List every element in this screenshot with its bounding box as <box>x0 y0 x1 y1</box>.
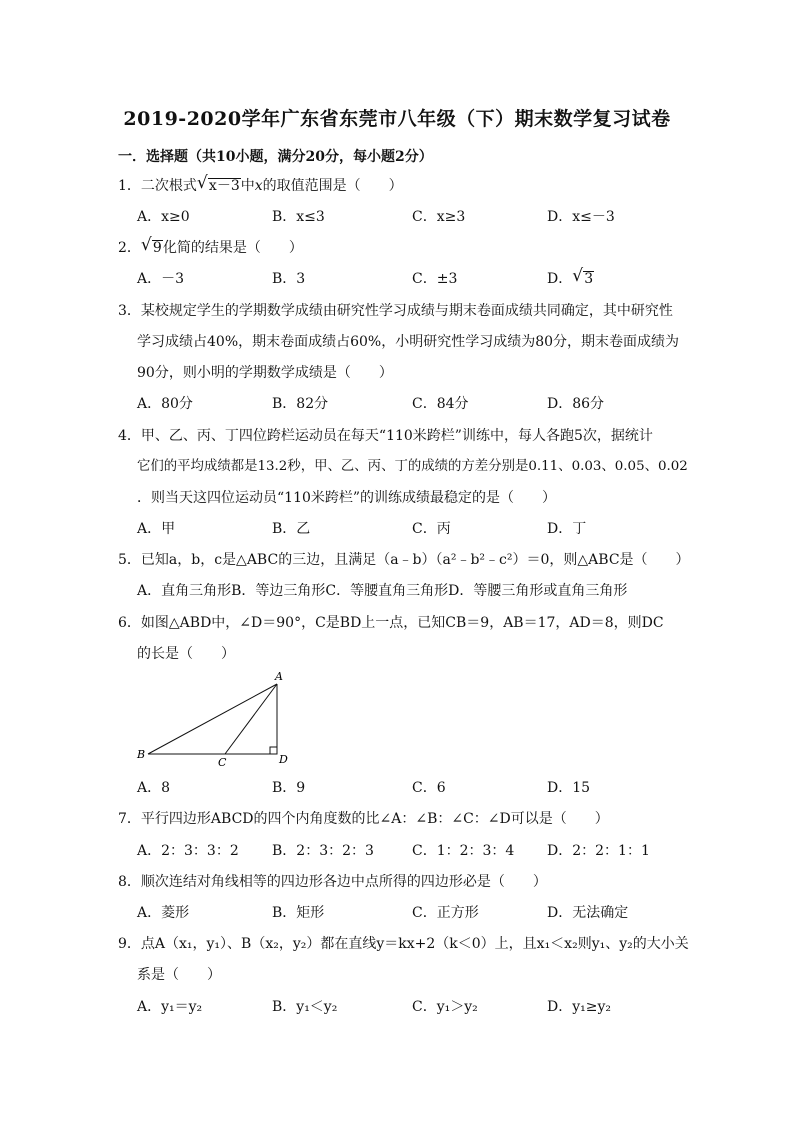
q3-option-a[interactable]: A．80分 <box>137 396 193 412</box>
question-4-line-3: ．则当天这四位运动员“110米跨栏”的训练成绩最稳定的是（ ） <box>137 490 557 506</box>
q2-option-c[interactable]: C．±3 <box>412 271 458 287</box>
q4-option-c[interactable]: C．丙 <box>412 521 451 537</box>
question-5: 5．已知a，b，c是△ABC的三边，且满足（a﹣b）（a²﹣b²﹣c²）＝0，则△ABC是（ ） <box>118 552 690 568</box>
q8-option-a[interactable]: A．菱形 <box>137 905 190 921</box>
question-3-line-1: 3．某校规定学生的学期数学成绩由研究性学习成绩与期末卷面成绩共同确定，其中研究性 <box>118 303 673 319</box>
q4-option-a[interactable]: A．甲 <box>137 521 176 537</box>
q5-option-a[interactable]: A．直角三角形 <box>137 583 232 599</box>
q1-radical <box>199 177 241 195</box>
q4-options <box>137 520 677 538</box>
q1-var: x <box>254 178 263 194</box>
q2-option-d-label: D． <box>547 271 573 287</box>
q3-options <box>137 395 677 413</box>
q1-option-c[interactable]: C．x≥3 <box>412 209 466 225</box>
q2-prefix: 2． <box>118 240 141 256</box>
question-6-line-2: 的长是（ ） <box>137 646 235 662</box>
q6-triangle-figure <box>130 668 300 772</box>
q4-option-d[interactable]: D．丁 <box>547 521 587 537</box>
q6-option-b[interactable]: B．9 <box>272 780 306 796</box>
question-6-line-1: 6．如图△ABD中，∠D＝90°，C是BD上一点，已知CB＝9，AB＝17，AD＝8，则DC <box>118 615 664 631</box>
q5-option-c[interactable]: C．等腰直角三角形 <box>325 583 449 599</box>
q4-option-b[interactable]: B．乙 <box>272 521 311 537</box>
q7-options <box>137 842 677 860</box>
q9-options <box>137 998 677 1016</box>
label-b: B <box>137 748 146 761</box>
q1-prefix: 1．二次根式 <box>118 178 197 194</box>
question-2 <box>118 239 303 257</box>
q8-option-d[interactable]: D．无法确定 <box>547 905 629 921</box>
q1-tail: 的取值范围是（ ） <box>262 178 403 194</box>
q3-option-c[interactable]: C．84分 <box>412 396 469 412</box>
q2-option-b[interactable]: B．3 <box>272 271 306 287</box>
q5-options <box>137 582 627 600</box>
q6-options <box>137 779 677 797</box>
question-9-line-2: 系是（ ） <box>137 967 221 983</box>
q6-option-a[interactable]: A．8 <box>137 780 171 796</box>
q2-option-d[interactable] <box>547 270 594 288</box>
q3-option-b[interactable]: B．82分 <box>272 396 329 412</box>
question-4-line-2: 它们的平均成绩都是13.2秒，甲、乙、丙、丁的成绩的方差分别是0.11、0.03、0.05、0.02 <box>137 459 688 474</box>
question-8: 8．顺次连结对角线相等的四边形各边中点所得的四边形必是（ ） <box>118 874 547 890</box>
q2-option-d-radicand: 3 <box>584 271 594 287</box>
q1-suffix: 中 <box>240 178 255 194</box>
q1-option-b[interactable]: B．x≤3 <box>272 209 325 225</box>
q5-option-b[interactable]: B．等边三角形 <box>231 583 326 599</box>
q7-option-b[interactable]: B．2：3：2：3 <box>272 843 374 859</box>
q7-option-d[interactable]: D．2：2：1：1 <box>547 843 650 859</box>
q6-option-c[interactable]: C．6 <box>412 780 446 796</box>
q1-option-a[interactable]: A．x≥0 <box>137 209 190 225</box>
q1-options <box>137 208 677 226</box>
label-d: D <box>279 753 288 766</box>
q2-radicand: 9 <box>152 240 162 256</box>
question-3-line-3: 90分，则小明的学期数学成绩是（ ） <box>137 365 393 381</box>
q5-option-d[interactable]: D．等腰三角形或直角三角形 <box>448 583 628 599</box>
q8-option-b[interactable]: B．矩形 <box>272 905 325 921</box>
q7-option-c[interactable]: C．1：2：3：4 <box>412 843 515 859</box>
right-angle-marker <box>270 747 277 754</box>
q9-option-b[interactable]: B．y₁＜y₂ <box>272 999 338 1015</box>
q8-option-c[interactable]: C．正方形 <box>412 905 479 921</box>
section-heading: 一．选择题（共10小题，满分20分，每小题2分） <box>118 149 433 165</box>
q2-option-a[interactable]: A．－3 <box>137 271 185 287</box>
q1-radicand: x－3 <box>208 178 240 194</box>
label-c: C <box>218 756 227 769</box>
q1-option-d[interactable]: D．x≤－3 <box>547 209 615 225</box>
q8-options <box>137 904 677 922</box>
segment-ac <box>225 684 277 754</box>
question-7: 7．平行四边形ABCD的四个内角度数的比∠A：∠B：∠C：∠D可以是（ ） <box>118 811 609 827</box>
q9-option-a[interactable]: A．y₁＝y₂ <box>137 999 203 1015</box>
q3-option-d[interactable]: D．86分 <box>547 396 605 412</box>
q2-tail: 化简的结果是（ ） <box>162 240 303 256</box>
label-a: A <box>275 670 283 683</box>
question-9-line-1: 9．点A（x₁，y₁）、B（x₂，y₂）都在直线y＝kx+2（k＜0）上，且x₁＜x₂则y₁、y₂的大小关 <box>118 936 689 952</box>
q2-options <box>137 270 677 288</box>
q7-option-a[interactable]: A．2：3：3：2 <box>137 843 239 859</box>
q2-option-d-radical <box>574 270 594 288</box>
q9-option-d[interactable]: D．y₁≥y₂ <box>547 999 611 1015</box>
page-title: 2019-2020学年广东省东莞市八年级（下）期末数学复习试卷 <box>123 108 671 130</box>
q6-option-d[interactable]: D．15 <box>547 780 591 796</box>
question-4-line-1: 4．甲、乙、丙、丁四位跨栏运动员在每天“110米跨栏”训练中，每人各跑5次，据统计 <box>118 428 653 444</box>
question-1 <box>118 177 403 195</box>
q9-option-c[interactable]: C．y₁＞y₂ <box>412 999 478 1015</box>
question-3-line-2: 学习成绩占40%，期末卷面成绩占60%，小明研究性学习成绩为80分，期末卷面成绩为 <box>137 334 680 350</box>
q2-radical <box>143 239 163 257</box>
segment-ab <box>148 684 277 754</box>
